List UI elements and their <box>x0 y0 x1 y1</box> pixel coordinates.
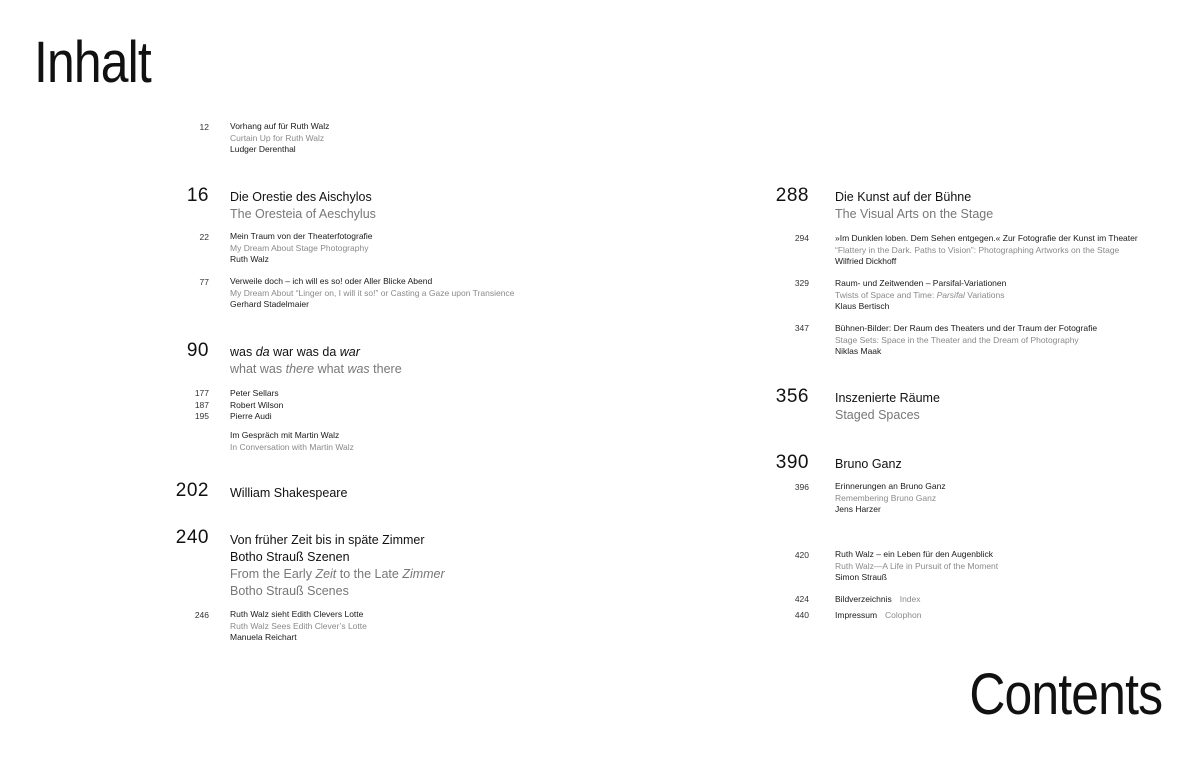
section-number: 240 <box>175 527 209 548</box>
entry-title-en: My Dream About Stage Photography <box>230 242 369 253</box>
entry-author: Niklas Maak <box>835 346 882 356</box>
entry-title-de: Im Gespräch mit Martin Walz <box>230 430 340 440</box>
section-number: 16 <box>186 185 209 206</box>
section-title-de: Die Orestie des Aischylos <box>230 190 372 204</box>
entry-title-en: Stage Sets: Space in the Theater and the Dream of Photography <box>835 334 1079 345</box>
entry-title-en: Colophon <box>885 610 922 620</box>
section-number: 202 <box>175 480 209 501</box>
entry-title-en: Ruth Walz—A Life in Pursuit of the Moment <box>835 560 999 571</box>
entry-title-de: Impressum <box>835 610 878 620</box>
toc-entry-22[interactable] <box>230 231 373 266</box>
toc-section-288[interactable] <box>835 189 993 223</box>
section-number: 390 <box>775 452 809 473</box>
entry-title-de: Ruth Walz sieht Edith Clevers Lotte <box>230 609 364 619</box>
entry-title-en: Curtain Up for Ruth Walz <box>230 132 325 143</box>
section-title-en: From the Early Zeit to the Late Zimmer <box>230 567 445 581</box>
toc-entry-294[interactable] <box>835 233 1138 268</box>
entry-title-en: Index <box>899 594 921 604</box>
toc-section-16[interactable] <box>230 189 376 223</box>
entry-author: Ruth Walz <box>230 254 269 264</box>
toc-entry-396[interactable] <box>835 481 946 516</box>
page-number: 12 <box>199 122 209 132</box>
entry-title-en: Ruth Walz Sees Edith Clever’s Lotte <box>230 620 367 631</box>
page-number: 195 <box>194 411 209 421</box>
toc-entry-440[interactable] <box>835 610 921 620</box>
toc-entry-12[interactable] <box>230 121 329 156</box>
entry-author: Gerhard Stadelmaier <box>230 299 309 309</box>
section-title-de: Inszenierte Räume <box>835 391 940 405</box>
page-number: 177 <box>194 388 209 398</box>
section-title-en: The Visual Arts on the Stage <box>835 207 994 221</box>
entry-author: Manuela Reichart <box>230 632 297 642</box>
page-number: 347 <box>794 323 809 333</box>
entry-title-en: In Conversation with Martin Walz <box>230 441 354 452</box>
section-title-en: Staged Spaces <box>835 408 920 422</box>
section-title-en-2: Botho Strauß Scenes <box>230 584 349 598</box>
section-title-en: The Oresteia of Aeschylus <box>230 207 376 221</box>
entry-title-de: Bildverzeichnis <box>835 594 892 604</box>
toc-entry-246[interactable] <box>230 609 367 644</box>
entry-title-en: My Dream About “Linger on, I will it so!” or Casting a Gaze upon Transience <box>230 287 515 298</box>
entry-title-en: “Flattery in the Dark. Paths to Vision”: Photographing Artworks on the Stage <box>835 244 1120 255</box>
section-title-en: what was there what was there <box>230 362 402 376</box>
entry-title-en: Remembering Bruno Ganz <box>835 492 937 503</box>
entry-author: Jens Harzer <box>835 504 881 514</box>
entry-title-de: Verweile doch – ich will es so! oder Aller Blicke Abend <box>230 276 433 286</box>
entry-author: Ludger Derenthal <box>230 144 296 154</box>
page-number: 187 <box>194 400 209 410</box>
toc-entry-195[interactable]: Pierre Audi <box>230 411 272 421</box>
toc-section-356[interactable] <box>835 390 940 424</box>
toc-section-240[interactable] <box>230 532 445 600</box>
toc-entry-77[interactable] <box>230 276 514 311</box>
page-number: 420 <box>794 550 809 560</box>
section-title-de-2: Botho Strauß Szenen <box>230 550 350 564</box>
toc-entry-329[interactable] <box>835 278 1006 313</box>
page-number: 424 <box>794 594 809 604</box>
entry-title-de: Vorhang auf für Ruth Walz <box>230 121 330 131</box>
toc-entry-420[interactable] <box>835 549 998 584</box>
page-number: 440 <box>794 610 809 620</box>
page-number: 294 <box>794 233 809 243</box>
heading-contents: Contents <box>969 662 1162 727</box>
entry-title-de: Mein Traum von der Theaterfotografie <box>230 231 373 241</box>
page-number: 246 <box>194 610 209 620</box>
section-title-de: Von früher Zeit bis in späte Zimmer <box>230 533 425 547</box>
section-number: 356 <box>775 386 809 407</box>
entry-title-de: Ruth Walz – ein Leben für den Augenblick <box>835 549 993 559</box>
page-number: 329 <box>794 278 809 288</box>
entry-title-de: Bühnen-Bilder: Der Raum des Theaters und der Traum der Fotografie <box>835 323 1098 333</box>
entry-title-de: Raum- und Zeitwenden – Parsifal-Variationen <box>835 278 1007 288</box>
toc-entry-347[interactable] <box>835 323 1097 358</box>
page-number: 396 <box>794 482 809 492</box>
entry-title-de: Erinnerungen an Bruno Ganz <box>835 481 946 491</box>
toc-entry-177[interactable]: Peter Sellars <box>230 388 279 398</box>
section-title-de: William Shakespeare <box>230 486 348 500</box>
toc-section-90[interactable] <box>230 344 402 378</box>
heading-inhalt: Inhalt <box>34 30 151 95</box>
section-title-de: Die Kunst auf der Bühne <box>835 190 972 204</box>
entry-title-de: »Im Dunklen loben. Dem Sehen entgegen.« Zur Fotografie der Kunst im Theater <box>835 233 1138 243</box>
section-number: 90 <box>186 340 209 361</box>
entry-author: Klaus Bertisch <box>835 301 890 311</box>
entry-author: Wilfried Dickhoff <box>835 256 897 266</box>
toc-entry-interview[interactable] <box>230 430 354 453</box>
entry-author: Simon Strauß <box>835 572 887 582</box>
toc-entry-187[interactable]: Robert Wilson <box>230 400 284 410</box>
toc-section-390[interactable] <box>835 456 902 473</box>
toc-section-202[interactable] <box>230 485 347 502</box>
toc-entry-424[interactable] <box>835 594 921 604</box>
section-title-de: Bruno Ganz <box>835 457 902 471</box>
entry-title-en: Twists of Space and Time: Parsifal Variations <box>835 289 1005 300</box>
page-number: 22 <box>199 232 209 242</box>
section-number: 288 <box>775 185 809 206</box>
section-title-de: was da war was da war <box>230 345 360 359</box>
page-number: 77 <box>199 277 209 287</box>
